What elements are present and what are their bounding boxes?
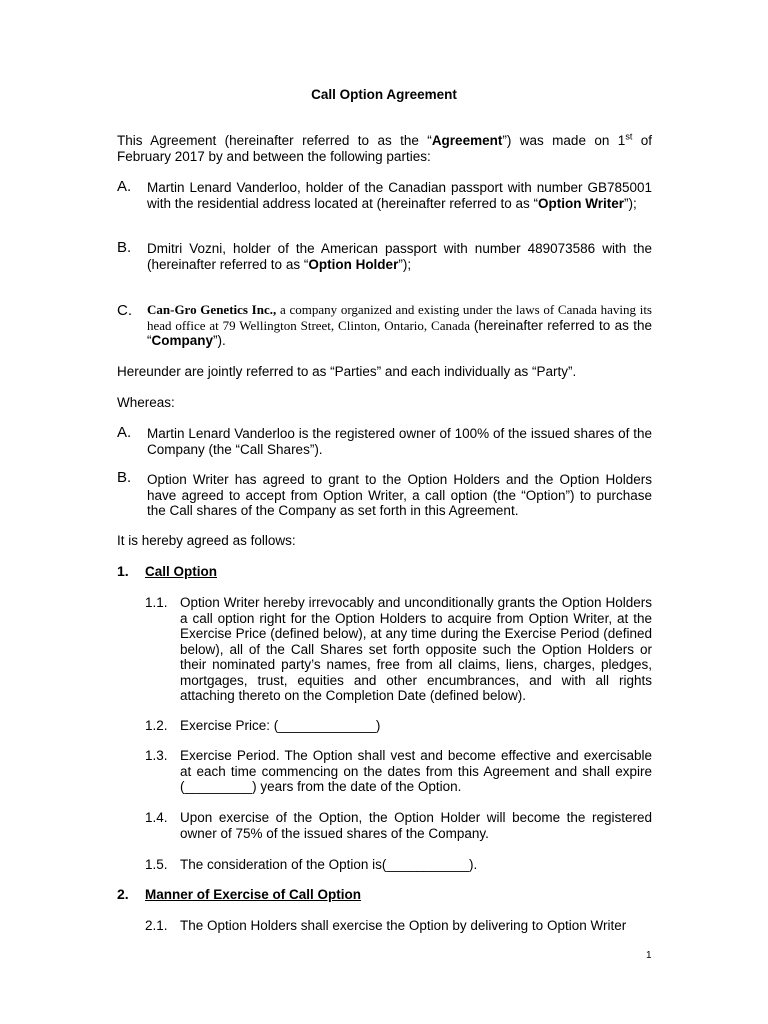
recital-a-text: Martin Lenard Vanderloo is the registered owner of 100% of the issued shares of the Company (the “Call Shares”).	[147, 426, 652, 457]
clause-1-1-text: Option Writer hereby irrevocably and unconditionally grants the Option Holders a call option right for the Option Holders to acquire from Option Writer, at the Exercise Price (defined below), at any time during the Exercise Period (defined below), all of the Call Shares set forth opposite such the Option Holders or their nominated party’s names, free from all claims, liens, charges, pledges, mortgages, trust, equities and other encumbrances, and with all rights attaching thereto on the Completion Date (defined below).	[180, 595, 652, 703]
document-title: Call Option Agreement	[311, 87, 457, 102]
party-b-label: B.	[117, 239, 132, 256]
party-c-text	[147, 302, 652, 349]
party-c-defined-term: Company	[151, 333, 214, 348]
hereunder-paragraph: Hereunder are jointly referred to as “Parties” and each individually as “Party”.	[117, 364, 577, 379]
section-1-heading: Call Option	[145, 564, 217, 579]
intro-agreement-term: Agreement	[431, 133, 503, 148]
party-c-company-name: Can-Gro Genetics Inc.,	[147, 302, 277, 317]
intro-superscript: st	[625, 131, 633, 142]
party-b-text-2: ”);	[398, 256, 412, 272]
clause-1-1-number: 1.1.	[145, 595, 168, 610]
clause-1-5-number: 1.5.	[145, 857, 168, 872]
intro-paragraph	[117, 133, 652, 164]
recital-a-label: A.	[117, 424, 132, 441]
party-a-defined-term: Option Writer	[537, 195, 624, 211]
agreed-paragraph: It is hereby agreed as follows:	[117, 533, 296, 548]
party-c-text-2: ”).	[213, 333, 226, 348]
page-number: 1	[646, 950, 652, 961]
party-a-text	[147, 180, 652, 211]
clause-1-2-number: 1.2.	[145, 718, 168, 733]
section-2-number: 2.	[117, 886, 129, 902]
clause-1-4-number: 1.4.	[145, 810, 168, 825]
intro-text-3: of February 2017 by and between the following parties:	[117, 133, 653, 164]
clause-1-5-text: The consideration of the Option is(___________).	[180, 857, 478, 872]
section-2-heading: Manner of Exercise of Call Option	[145, 887, 362, 902]
clause-2-1-text: The Option Holders shall exercise the Option by delivering to Option Writer	[180, 918, 627, 933]
party-b-text	[147, 241, 652, 272]
clause-1-3-text: Exercise Period. The Option shall vest and become effective and exercisable at each time commencing on the dates from this Agreement and shall expire (_________) years from the date of the Option.	[180, 748, 652, 794]
party-b-defined-term: Option Holder	[308, 256, 399, 272]
clause-1-2-text: Exercise Price: (_____________)	[180, 718, 381, 733]
intro-text-1: This Agreement (hereinafter referred to as the “	[117, 133, 432, 148]
party-c-text-1: (hereinafter referred to as the “	[147, 317, 652, 348]
recital-b-label: B.	[117, 469, 132, 486]
party-a-text-1: Martin Lenard Vanderloo, holder of the Canadian passport with number GB785001 with the residential address located at (hereinafter referred to as “	[147, 180, 652, 211]
clause-2-1-number: 2.1.	[145, 918, 168, 933]
intro-text-2: ”) was made on 1	[502, 133, 626, 148]
party-b-text-1: Dmitri Vozni, holder of the American passport with number 489073586 with the (hereinafter referred to as “	[147, 241, 652, 272]
section-1-number: 1.	[117, 563, 129, 579]
clause-1-4-text: Upon exercise of the Option, the Option Holder will become the registered owner of 75% of the issued shares of the Company.	[180, 810, 652, 841]
recital-b-text: Option Writer has agreed to grant to the Option Holders and the Option Holders have agreed to accept from Option Writer, a call option (the “Option”) to purchase the Call shares of the Company as set forth in this Agreement.	[147, 472, 652, 518]
party-c-serif-text: a company organized and existing under the laws of Canada having its head office at 79 Wellington Street, Clinton, Ontario, Canada	[147, 302, 652, 333]
clause-1-3-number: 1.3.	[145, 748, 168, 763]
party-a-text-2: ”);	[623, 195, 637, 211]
whereas-heading: Whereas:	[117, 395, 175, 410]
party-a-label: A.	[117, 178, 132, 195]
party-c-label: C.	[117, 302, 132, 319]
